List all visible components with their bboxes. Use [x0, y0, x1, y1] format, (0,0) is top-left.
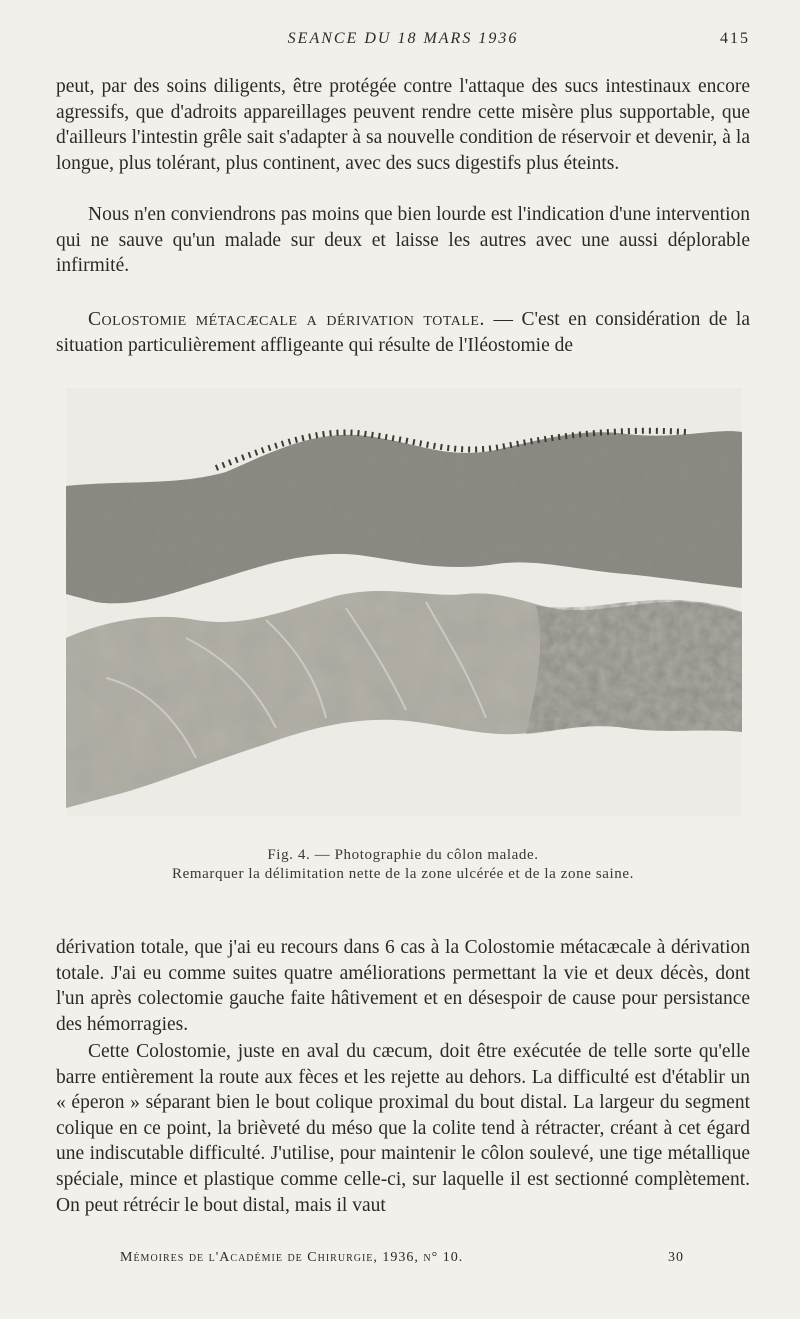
- colon-photograph: [66, 388, 742, 816]
- paragraph-3: [56, 307, 750, 358]
- journal-citation: Mémoires de l'Académie de Chirurgie, 1936, n° 10.: [120, 1250, 464, 1265]
- paragraph-1: peut, par des soins diligents, être protégée contre l'attaque des sucs intestinaux encore agressifs, que d'adroits appareillages peuvent rendre cette misère plus supportable, que d'ailleurs l'intestin grêle sait s'adapter à sa nouvelle condition de réservoir et devenir, à la longue, plus tolérant, plus continent, avec des sucs digestifs plus éteints.: [56, 76, 750, 174]
- paragraph-3-text: — C'est en considération de la situation particulièrement affligeante qui résulte de l'Iléostomie de: [56, 309, 750, 356]
- paragraph-4: dérivation totale, que j'ai eu recours dans 6 cas à la Colostomie métacæcale à dérivation totale. J'ai eu comme suites quatre améliorations permettant la vie et deux décès, dont l'un après colectomie gauche faite hâtivement et en désespoir de cause pour persistance des hémorragies.: [56, 937, 750, 1035]
- header-title: SEANCE DU 18 MARS 1936: [287, 30, 519, 47]
- running-header: [56, 30, 750, 54]
- page-footer: [56, 1250, 750, 1270]
- colon-photograph-drawing: [66, 388, 742, 816]
- paragraph-2: Nous n'en conviendrons pas moins que bien lourde est l'indication d'une intervention qui ne sauve qu'un malade sur deux et laisse les autres avec une aussi déplorable infirmité.: [56, 204, 750, 277]
- sheet-number: 30: [668, 1250, 684, 1265]
- page-number: 415: [720, 30, 750, 47]
- section-heading: Colostomie métacæcale a dérivation totale.: [88, 309, 485, 330]
- figure-caption-line-2: Remarquer la délimitation nette de la zone ulcérée et de la zone saine.: [172, 866, 634, 882]
- figure-caption-line-1: Fig. 4. — Photographie du côlon malade.: [267, 847, 539, 863]
- paragraph-5: Cette Colostomie, juste en aval du cæcum, doit être exécutée de telle sorte qu'elle barre entièrement la route aux fèces et les rejette au dehors. La difficulté est d'établir un « éperon » séparant bien le bout colique proximal du bout distal. La largeur du segment colique en ce point, la brièveté du méso que la colite tend à rétracter, créant à cet égard une indiscutable difficulté. J'utilise, pour maintenir le côlon soulevé, une tige métallique spéciale, mince et plastique comme celle-ci, sur laquelle il est sectionné complètement. On peut rétrécir le bout distal, mais il vaut: [56, 1041, 750, 1216]
